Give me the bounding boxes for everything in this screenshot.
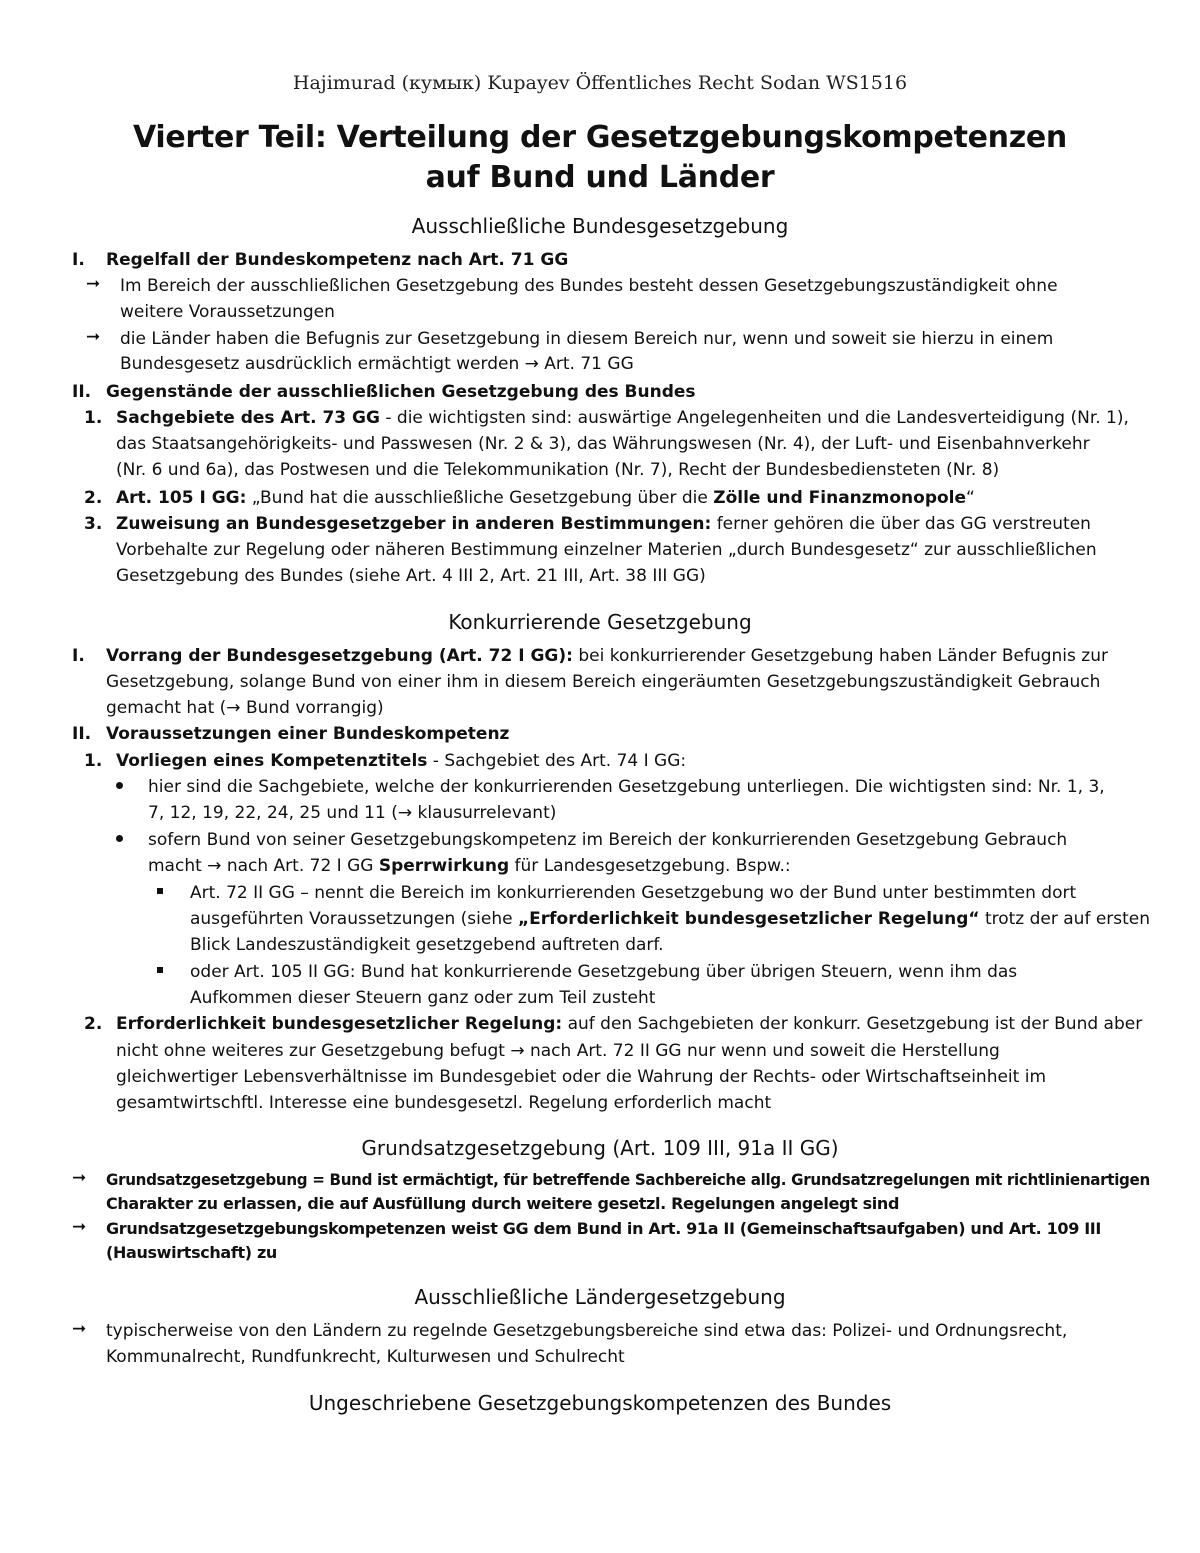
list-text: Bundesgesetz ausdrücklich ermächtigt werden → Art. 71 GG xyxy=(120,354,634,374)
list-text: Art. 72 II GG – nennt die Bereich im konkurrierenden Gesetzgebung wo der Bund unter bestimmten dort xyxy=(190,883,1077,903)
bold-text: Erforderlichkeit bundesgesetzlicher Regelung: xyxy=(116,1014,563,1034)
list-text: Grundsatzgesetzgebungskompetenzen weist GG dem Bund in Art. 91a II (Gemeinschaftsaufgaben) und Art. 109 III xyxy=(106,1219,1102,1238)
roman-numeral: II. xyxy=(72,724,92,744)
list-text xyxy=(116,512,1091,536)
list-text: gesamtwirtschftl. Interesse eine bundesgesetzl. Regelung erforderlich macht xyxy=(116,1093,772,1113)
list-text: die Länder haben die Befugnis zur Gesetzgebung in diesem Bereich nur, wenn und soweit sie hierzu in einem xyxy=(120,329,1054,349)
list-text: sofern Bund von seiner Gesetzgebungskompetenz im Bereich der konkurrierenden Gesetzgebung Gebrauch xyxy=(148,830,1068,850)
list-text: das Staatsangehörigkeits- und Passwesen (Nr. 2 & 3), das Währungswesen (Nr. 4), der Luft- und Eisenbahnverkehr xyxy=(116,434,1090,454)
list-heading: Regelfall der Bundeskompetenz nach Art. 71 GG xyxy=(106,250,569,270)
right-arrow-icon: ➞ xyxy=(72,1319,87,1339)
list-text xyxy=(116,406,1129,430)
bold-text: Zölle und Finanzmonopole xyxy=(713,488,967,508)
list-number: 1. xyxy=(84,751,103,771)
document-title xyxy=(0,118,1200,198)
list-number: 2. xyxy=(84,1014,103,1034)
bold-text: Sachgebiete des Art. 73 GG xyxy=(116,408,380,428)
list-text: Gesetzgebung des Bundes (siehe Art. 4 III 2, Art. 21 III, Art. 38 III GG) xyxy=(116,566,706,586)
section-heading: Ausschließliche Ländergesetzgebung xyxy=(414,1285,786,1309)
list-text: Charakter zu erlassen, die auf Ausfüllung durch weitere gesetzl. Regelungen angelegt sind xyxy=(106,1194,900,1213)
list-number: 1. xyxy=(84,408,103,428)
list-number: 2. xyxy=(84,488,103,508)
text-span: ferner gehören die über das GG verstreuten xyxy=(711,514,1091,534)
roman-numeral: I. xyxy=(72,250,85,270)
list-text: 7, 12, 19, 22, 24, 25 und 11 (→ klausurrelevant) xyxy=(148,803,557,823)
section-heading: Ungeschriebene Gesetzgebungskompetenzen des Bundes xyxy=(308,1391,892,1415)
text-span: - die wichtigsten sind: auswärtige Angelegenheiten und die Landesverteidigung (Nr. 1), xyxy=(379,408,1129,428)
text-span: ausgeführten Voraussetzungen (siehe xyxy=(190,909,518,929)
list-text xyxy=(116,1012,1142,1036)
bold-text: Zuweisung an Bundesgesetzgeber in anderen Bestimmungen: xyxy=(116,514,712,534)
list-heading: Voraussetzungen einer Bundeskompetenz xyxy=(106,724,510,744)
list-text: (Nr. 6 und 6a), das Postwesen und die Telekommunikation (Nr. 7), Recht der Bundesbediensteten (Nr. 8) xyxy=(116,460,1000,480)
bold-text: Sperrwirkung xyxy=(378,856,510,876)
page-header: Hajimurad (кумык) Kupayev Öffentliches Recht Sodan WS1516 xyxy=(292,72,908,94)
title-line-2: auf Bund und Länder xyxy=(425,160,775,195)
section-heading: Konkurrierende Gesetzgebung xyxy=(448,610,752,634)
list-heading: Gegenstände der ausschließlichen Gesetzgebung des Bundes xyxy=(106,382,696,402)
section-heading: Ausschließliche Bundesgesetzgebung xyxy=(411,214,789,238)
text-span: „Bund hat die ausschließliche Gesetzgebung über die xyxy=(246,488,714,508)
list-text xyxy=(106,644,1108,668)
list-text: oder Art. 105 II GG: Bund hat konkurrierende Gesetzgebung über übrigen Steuern, wenn ihm das xyxy=(190,962,1018,982)
list-text: gleichwertiger Lebensverhältnisse im Bundesgebiet oder die Wahrung der Rechts- oder Wirtschaftseinheit im xyxy=(116,1067,1047,1087)
bold-text: Art. 105 I GG: xyxy=(116,488,247,508)
right-arrow-icon: ➞ xyxy=(86,327,101,347)
text-span: macht → nach Art. 72 I GG xyxy=(148,856,379,876)
text-span: auf den Sachgebieten der konkurr. Gesetzgebung ist der Bund aber xyxy=(562,1014,1143,1034)
list-number: 3. xyxy=(84,514,103,534)
list-text: Vorbehalte zur Regelung oder näheren Bestimmung einzelner Materien „durch Bundesgesetz“ zur ausschließlichen xyxy=(116,540,1097,560)
bullet-icon xyxy=(116,835,123,842)
list-text xyxy=(190,907,1150,931)
list-text: hier sind die Sachgebiete, welche der konkurrierenden Gesetzgebung unterliegen. Die wichtigsten sind: Nr. 1, 3, xyxy=(148,777,1105,797)
list-text xyxy=(116,486,975,510)
right-arrow-icon: ➞ xyxy=(72,1168,87,1188)
text-span: für Landesgesetzgebung. Bspw.: xyxy=(509,856,791,876)
bullet-icon xyxy=(116,782,123,789)
list-text: Blick Landeszuständigkeit gesetzgebend auftreten darf. xyxy=(190,935,664,955)
text-span: - Sachgebiet des Art. 74 I GG: xyxy=(427,751,687,771)
list-text: Grundsatzgesetzgebung = Bund ist ermächtigt, für betreffende Sachbereiche allg. Grundsatzregelungen mit richtlinienartigen xyxy=(106,1170,1150,1189)
list-text: weitere Voraussetzungen xyxy=(120,302,335,322)
list-text: nicht ohne weiteres zur Gesetzgebung befugt → nach Art. 72 II GG nur wenn und soweit die Herstellung xyxy=(116,1041,1000,1061)
square-bullet-icon xyxy=(157,967,163,973)
bold-text: „Erforderlichkeit bundesgesetzlicher Regelung“ xyxy=(517,909,980,929)
text-span: trotz der auf ersten xyxy=(979,909,1151,929)
right-arrow-icon: ➞ xyxy=(72,1217,87,1237)
text-span: bei konkurrierender Gesetzgebung haben Länder Befugnis zur xyxy=(572,646,1108,666)
list-text: typischerweise von den Ländern zu regelnde Gesetzgebungsbereiche sind etwa das: Polizei- und Ordnungsrecht, xyxy=(106,1321,1068,1341)
bold-text: Vorrang der Bundesgesetzgebung (Art. 72 I GG): xyxy=(106,646,573,666)
list-text: Gesetzgebung, solange Bund von einer ihm in diesem Bereich eingeräumten Gesetzgebungszuständigkeit Gebrauch xyxy=(106,672,1101,692)
list-text xyxy=(148,854,791,878)
text-span: “ xyxy=(966,488,975,508)
roman-numeral: II. xyxy=(72,382,92,402)
roman-numeral: I. xyxy=(72,646,85,666)
right-arrow-icon: ➞ xyxy=(86,274,101,294)
list-text: (Hauswirtschaft) zu xyxy=(106,1243,277,1262)
list-text: Im Bereich der ausschließlichen Gesetzgebung des Bundes besteht dessen Gesetzgebungszuständigkeit ohne xyxy=(120,276,1058,296)
title-line-1: Vierter Teil: Verteilung der Gesetzgebungskompetenzen xyxy=(132,120,1067,155)
section-heading: Grundsatzgesetzgebung (Art. 109 III, 91a II GG) xyxy=(361,1136,839,1160)
list-text: gemacht hat (→ Bund vorrangig) xyxy=(106,698,384,718)
list-text: Aufkommen dieser Steuern ganz oder zum Teil zusteht xyxy=(190,988,656,1008)
list-text: Kommunalrecht, Rundfunkrecht, Kulturwesen und Schulrecht xyxy=(106,1347,625,1367)
square-bullet-icon xyxy=(157,888,163,894)
bold-text: Vorliegen eines Kompetenztitels xyxy=(116,751,428,771)
list-text xyxy=(116,749,686,773)
